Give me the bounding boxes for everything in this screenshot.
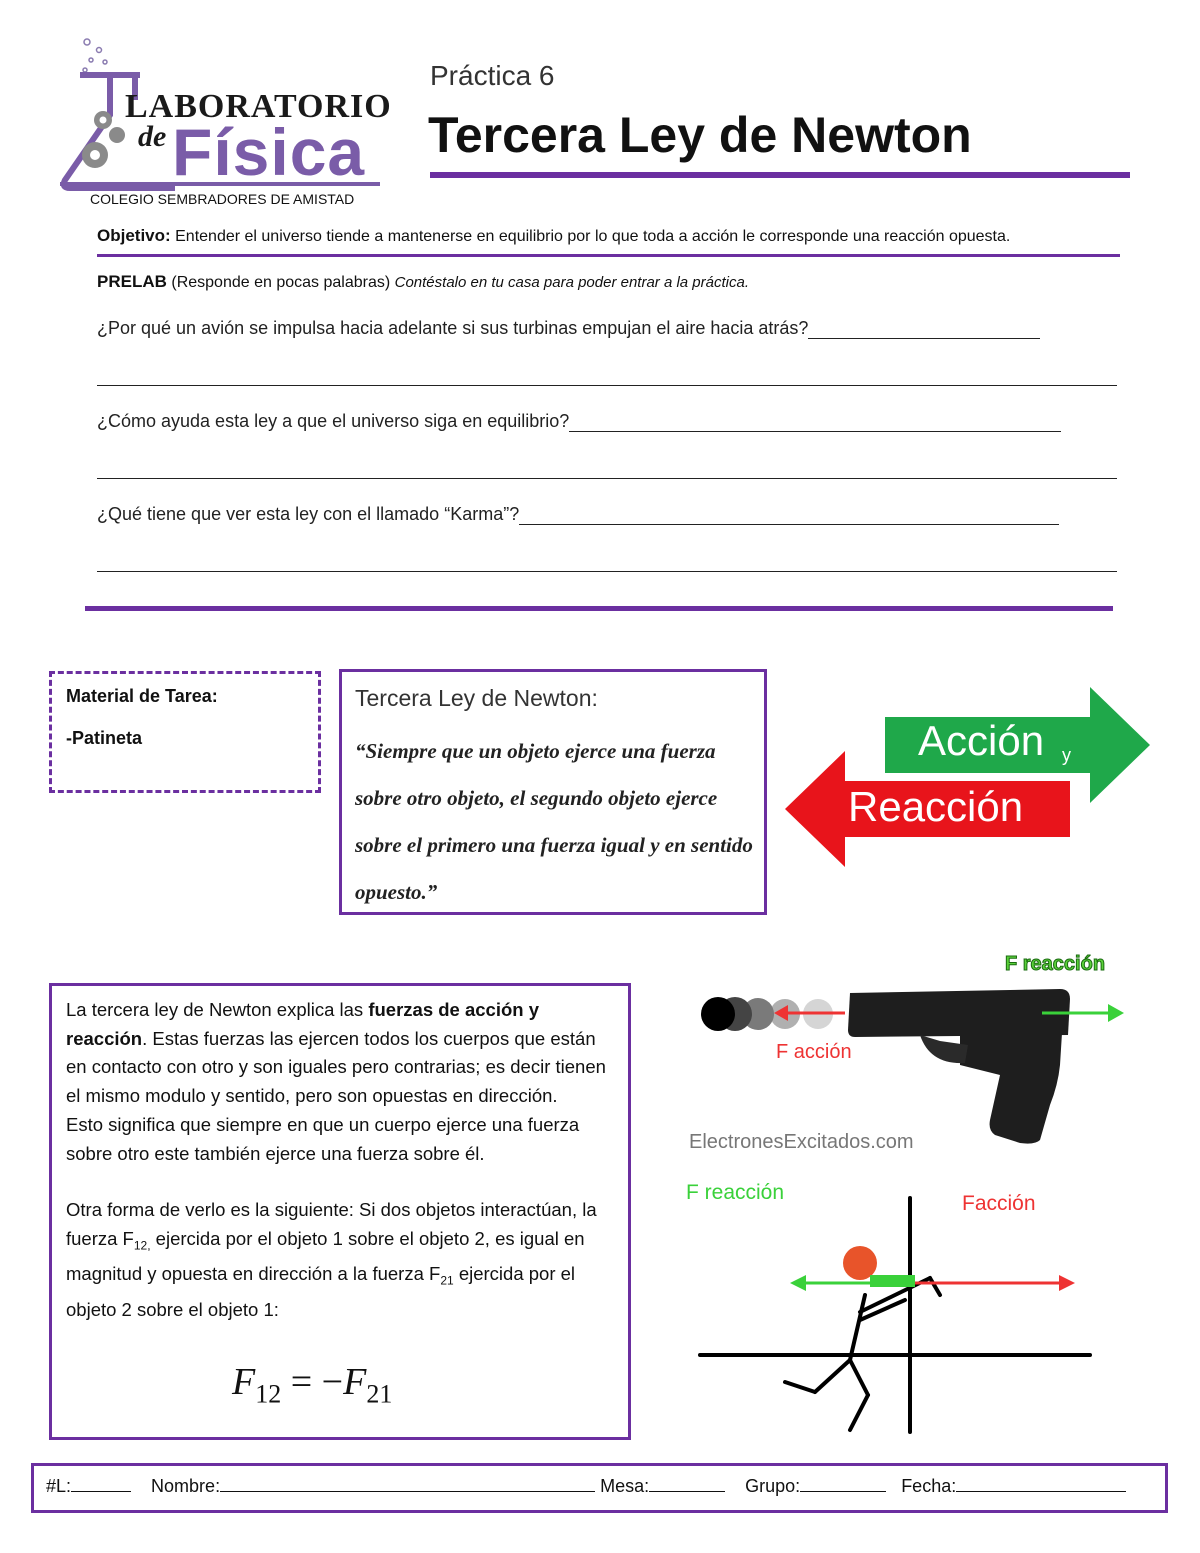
explanation-text <box>66 996 621 1324</box>
figure-torso <box>850 1295 865 1360</box>
question-1 <box>97 318 1040 339</box>
question-2 <box>97 411 1061 432</box>
gun-f-accion-label: F acción <box>776 1041 852 1063</box>
date-label: Fecha: <box>901 1476 957 1496</box>
prelab-instruction: Contéstalo en tu casa para poder entrar a la práctica. <box>394 274 749 291</box>
answer-1-line-2[interactable] <box>97 385 1117 386</box>
explanation-paragraph-3: Otra forma de verlo es la siguiente: Si dos objetos interactúan, la fuerza $F_{12,}$ ejercida por el objeto 1 sobre el objeto 2, es igual en magnitud y opuesta en dirección a la fuerza $F_{21}$ ejercida por el objeto 2 sobre el objeto 1: <box>66 1199 597 1320</box>
law-title: Tercera Ley de Newton: <box>355 685 598 711</box>
arrow-y-label: y <box>1062 745 1071 765</box>
answer-1-line[interactable] <box>808 320 1040 339</box>
objective <box>97 226 1010 246</box>
action-reaction-arrows <box>780 685 1155 870</box>
page-title: Tercera Ley de Newton <box>428 107 972 163</box>
prelab-note: (Responde en pocas palabras) <box>171 274 391 291</box>
gun-f-reaccion-label: F reacción <box>1005 953 1106 975</box>
stick-f-accion-label: Facción <box>962 1192 1036 1215</box>
question-2-text: ¿Cómo ayuda esta ley a que el universo siga en equilibrio? <box>97 411 570 431</box>
answer-2-line-2[interactable] <box>97 478 1117 479</box>
stick-f-reaccion-label: F reacción <box>686 1181 785 1204</box>
answer-3-line[interactable] <box>519 506 1059 525</box>
pistol-icon <box>848 989 1070 1144</box>
name-field[interactable] <box>220 1476 595 1492</box>
question-3 <box>97 504 1059 525</box>
student-info-fields <box>46 1476 1126 1497</box>
prelab-label: PRELAB <box>97 272 167 291</box>
group-field[interactable] <box>800 1476 886 1492</box>
answer-2-line[interactable] <box>569 413 1061 432</box>
source-watermark: ElectronesExcitados.com <box>689 1131 914 1153</box>
material-item: -Patineta <box>66 728 143 748</box>
list-number-field[interactable] <box>71 1476 131 1492</box>
name-label: Nombre: <box>151 1476 221 1496</box>
question-3-text: ¿Qué tiene que ver esta ley con el llamado “Karma”? <box>97 504 520 524</box>
material-title: Material de Tarea: <box>66 686 218 706</box>
prelab-heading <box>97 272 749 292</box>
figure-head <box>843 1246 877 1280</box>
table-label: Mesa: <box>600 1476 650 1496</box>
objective-label: Objetivo: <box>97 226 171 245</box>
section-divider <box>85 606 1113 611</box>
answer-3-line-2[interactable] <box>97 571 1117 572</box>
explanation-paragraph-1: La tercera ley de Newton explica las fuerzas de acción y reacción. Estas fuerzas las ejercen todos los cuerpos que están en contacto con otro y son iguales pero contrarias; es decir tienen el mismo modulo y sentido, pero son opuestas en dirección. <box>66 999 606 1107</box>
title-divider <box>430 172 1130 178</box>
date-field[interactable] <box>956 1476 1126 1492</box>
bubbles-icon <box>83 39 107 72</box>
objective-divider <box>97 254 1120 257</box>
logo-de-text: de <box>138 120 167 153</box>
arrow-accion-label: Acción <box>918 717 1045 764</box>
group-label: Grupo: <box>745 1476 801 1496</box>
arrow-reaccion-label: Reacción <box>848 783 1024 830</box>
practice-number: Práctica 6 <box>430 60 555 91</box>
law-quote: “Siempre que un objeto ejerce una fuerza sobre otro objeto, el segundo objeto ejerce sobre el primero una fuerza igual y en sentido opuesto.” <box>355 739 753 904</box>
explanation-paragraph-2: Esto significa que siempre en que un cuerpo ejerce una fuerza sobre otro este también ejerce una fuerza sobre él. <box>66 1113 580 1164</box>
question-1-text: ¿Por qué un avión se impulsa hacia adelante si sus turbinas empujan el aire hacia atrás? <box>97 318 809 338</box>
logo-school-name: COLEGIO SEMBRADORES DE AMISTAD <box>90 191 355 207</box>
list-number-label: #L: <box>46 1476 72 1496</box>
objective-text: Entender el universo tiende a mantenerse en equilibrio por lo que toda a acción le corresponde una reacción opuesta. <box>175 228 1011 245</box>
formula: $F_{12} = -F_{21}$ <box>232 1361 393 1409</box>
logo-lab-text: LABORATORIO <box>125 88 392 125</box>
table-field[interactable] <box>649 1476 725 1492</box>
logo-fisica-text: Física <box>172 115 366 189</box>
